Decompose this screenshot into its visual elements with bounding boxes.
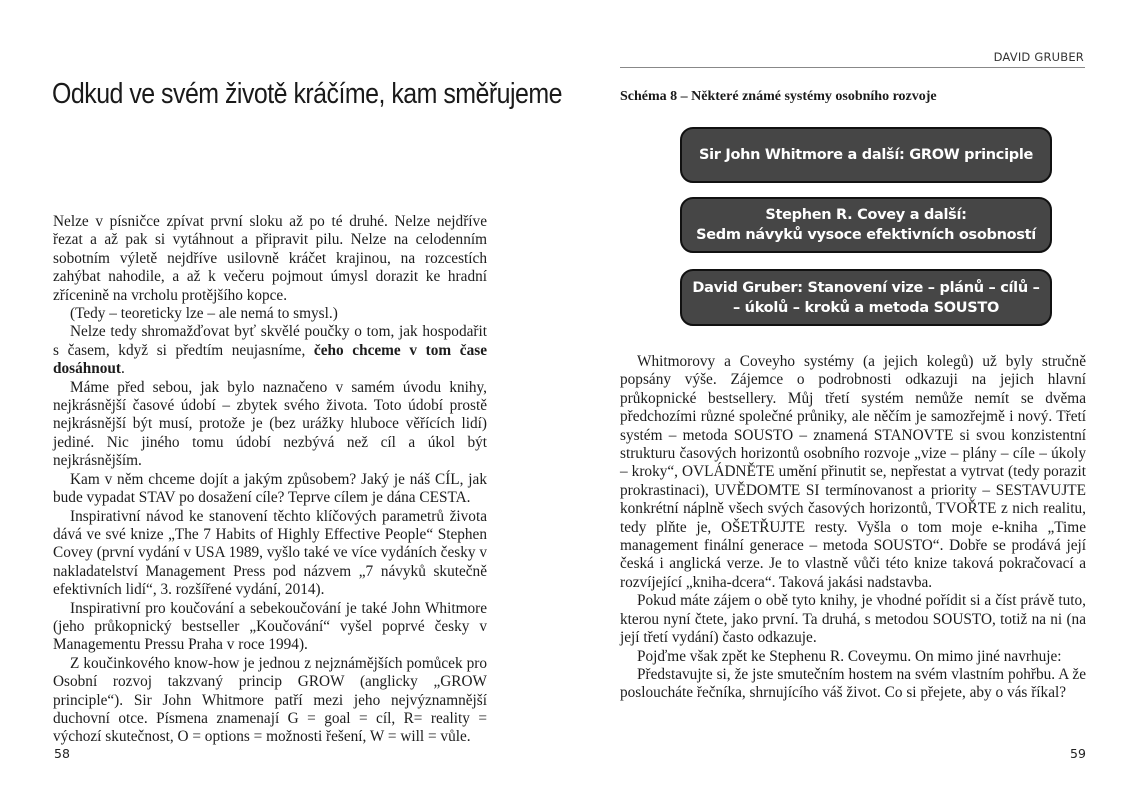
emphasis-text: čeho chceme v tom čase dosáhnout [53, 341, 487, 378]
paragraph: Kam v něm chceme dojít a jakým způsobem? Jaký je náš CÍL, jak bude vypadat STAV po dosažení cíle? Teprve cílem je dána CESTA. [53, 470, 487, 507]
page-number: 58 [54, 746, 70, 761]
running-head: DAVID GRUBER [993, 50, 1084, 64]
paragraph: Máme před sebou, jak bylo naznačeno v samém úvodu knihy, nejkrásnější časové údobí – zbytek svého života. Toto údobí prostě nejkrásnější být musí, protože je (bez urážky hluboce věřících lidí) jediné. Nic jiného tomu údobí nezbývá než cíl a úkol být nejkrásnějším. [53, 378, 487, 470]
figure-caption: Schéma 8 – Některé známé systémy osobního rozvoje [620, 89, 937, 104]
page-number: 59 [1070, 746, 1086, 761]
schema-box-grow [680, 127, 1052, 183]
header-divider [620, 67, 1085, 68]
paragraph: Pojďme však zpět ke Stephenu R. Coveymu. On mimo jiné navrhuje: [637, 647, 1062, 665]
schema-box-line: – úkolů – kroků a metoda SOUSTO [732, 299, 1000, 316]
paragraph: (Tedy – teoreticky lze – ale nemá to smysl.) [70, 305, 338, 323]
chapter-title: Odkud ve svém životě kráčíme, kam směřujeme [52, 78, 563, 110]
paragraph: Inspirativní návod ke stanovení těchto klíčových parametrů života dává ve své knize „The 7 Habits of Highly Effective People“ Stephen Covey (první vydání v USA 1989, vyšlo také ve více vydáních česky v nakladatelství Management Press pod názvem „7 návyků skutečně efektivních lidí“, 3. rozšířené vydání, 2014). [53, 507, 487, 599]
right-body-text [620, 353, 1086, 703]
schema-box-sousto [680, 269, 1052, 326]
left-body-text [53, 213, 487, 747]
schema-box-line: Sedm návyků vysoce efektivních osobností [696, 227, 1036, 243]
paragraph: Z koučinkového know-how je jednou z nejznámějších pomůcek pro Osobní rozvoj takzvaný princip GROW (anglicky „GROW principle“). Sir John Whitmore patří mezi jeho nejvýznamnější duchovní otce. Písmena znamenají G = goal = cíl, R= reality = výchozí skutečnost, O = options = možnosti řešení, W = will = vůle. [53, 654, 487, 746]
right-page [568, 0, 1137, 800]
paragraph-text: . [121, 360, 125, 378]
paragraph-text: Nelze tedy shromažďovat byť skvělé poučky o tom, jak hospodařit s časem, když si předtím neujasníme, [53, 323, 487, 359]
paragraph: Představujte si, že jste smutečním hostem na svém vlastním pohřbu. A že posloucháte řečníka, shrnujícího váš život. Co si přejete, aby o vás říkal? [620, 665, 1086, 702]
schema-box-line: Stephen R. Covey a další: [765, 207, 967, 223]
schema-box-line: Sir John Whitmore a další: GROW principle [698, 147, 1034, 163]
left-page [0, 0, 568, 800]
schema-box-line: David Gruber: Stanovení vize – plánů – cílů – [692, 279, 1040, 296]
paragraph [53, 323, 487, 378]
paragraph: Nelze v písničce zpívat první sloku až po té druhé. Nelze nejdříve řezat a až pak si vytáhnout a připravit pilu. Nelze na celodenním sobotním výletě nejdříve usilovně kráčet krajinou, na rozcestích zahýbat nahodile, a až k večeru pojmout úmysl dorazit ke hradní zřícenině na vrcholu protějšího kopce. [53, 213, 487, 304]
schema-box-covey [680, 197, 1052, 253]
paragraph: Pokud máte zájem o obě tyto knihy, je vhodné pořídit si a číst právě tuto, kterou nyní čtete, jako první. Ta druhá, s metodou SOUSTO, totiž na ni (na její třetí vydání) často odkazuje. [620, 592, 1086, 647]
paragraph: Inspirativní pro koučování a sebekoučování je také John Whitmore (jeho průkopnický bestseller „Koučování“ vyšel poprvé česky v Managementu Pressu Praha v roce 1994). [53, 599, 487, 654]
paragraph: Whitmorovy a Coveyho systémy (a jejich kolegů) už byly stručně popsány výše. Zájemce o podrobnosti odkazuji na jejich hlavní průkopnické bestsellery. Můj třetí systém nemůže nemít se dvěma předchozími různé společné průniky, ale něčím je samozřejmě i nový. Třetí systém – metoda SOUSTO – znamená STANOVTE si svou konzistentní strukturu časových horizontů osobního rozvoje „vize – plány – cíle – úkoly – kroky“, OVLÁDNĚTE umění přinutit se, nepřestat a vytrvat (tedy porazit prokrastinaci), UVĚDOMTE SI termínovanost a priority – SESTAVUJTE konkrétní náplně všech svých časových horizontů, TVOŘTE z nich realitu, tedy plňte je, OŠETŘUJTE resty. Vyšla o tom moje e-kniha „Time management finální generace – metoda SOUSTO“. Dobře se prodává její česká i anglická verze. Je to vlastně vůči této knize taková pokračovací a rozvíjející „kniha-dcera“. Taková jakási nadstavba. [620, 353, 1086, 591]
